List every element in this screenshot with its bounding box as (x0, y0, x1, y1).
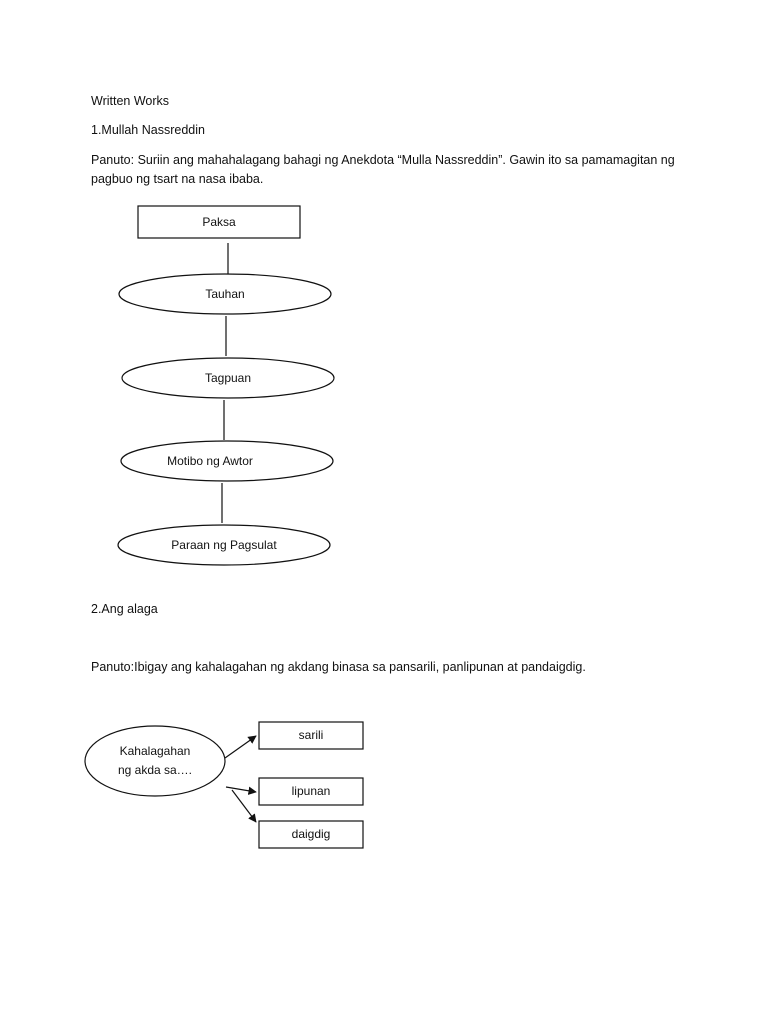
arrow-to-lipunan (226, 787, 256, 792)
instruction-body: Suriin ang mahahalagang bahagi ng Anekdota “Mulla Nassreddin”. Gawin ito sa pamamagitan ng pagbuo ng tsart na nasa ibaba. (91, 153, 675, 186)
daigdig-label: daigdig (291, 827, 331, 841)
tagpuan-label: Tagpuan (204, 371, 252, 385)
instruction-lead: Panuto: (91, 153, 135, 167)
lipunan-label: lipunan (291, 784, 331, 798)
kahalagahan-label-line2: ng akda sa…. (117, 763, 193, 777)
section1-heading: 1.Mullah Nassreddin (91, 123, 205, 137)
kahalagahan-label-line1: Kahalagahan (119, 744, 191, 758)
arrow-to-sarili (225, 736, 256, 758)
kahalagahan-ellipse (85, 726, 225, 796)
arrow-to-daigdig (232, 790, 256, 822)
tauhan-label: Tauhan (205, 287, 245, 301)
sarili-label: sarili (298, 728, 324, 742)
document-title: Written Works (91, 94, 170, 108)
paraan-label: Paraan ng Pagsulat (171, 538, 277, 552)
section2-heading: 2.Ang alaga (91, 602, 158, 616)
motibo-label: Motibo ng Awtor (167, 454, 253, 468)
paksa-label: Paksa (202, 215, 236, 229)
section2-instruction: Panuto:Ibigay ang kahalagahan ng akdang binasa sa pansarili, panlipunan at pandaigdig. (91, 660, 586, 674)
